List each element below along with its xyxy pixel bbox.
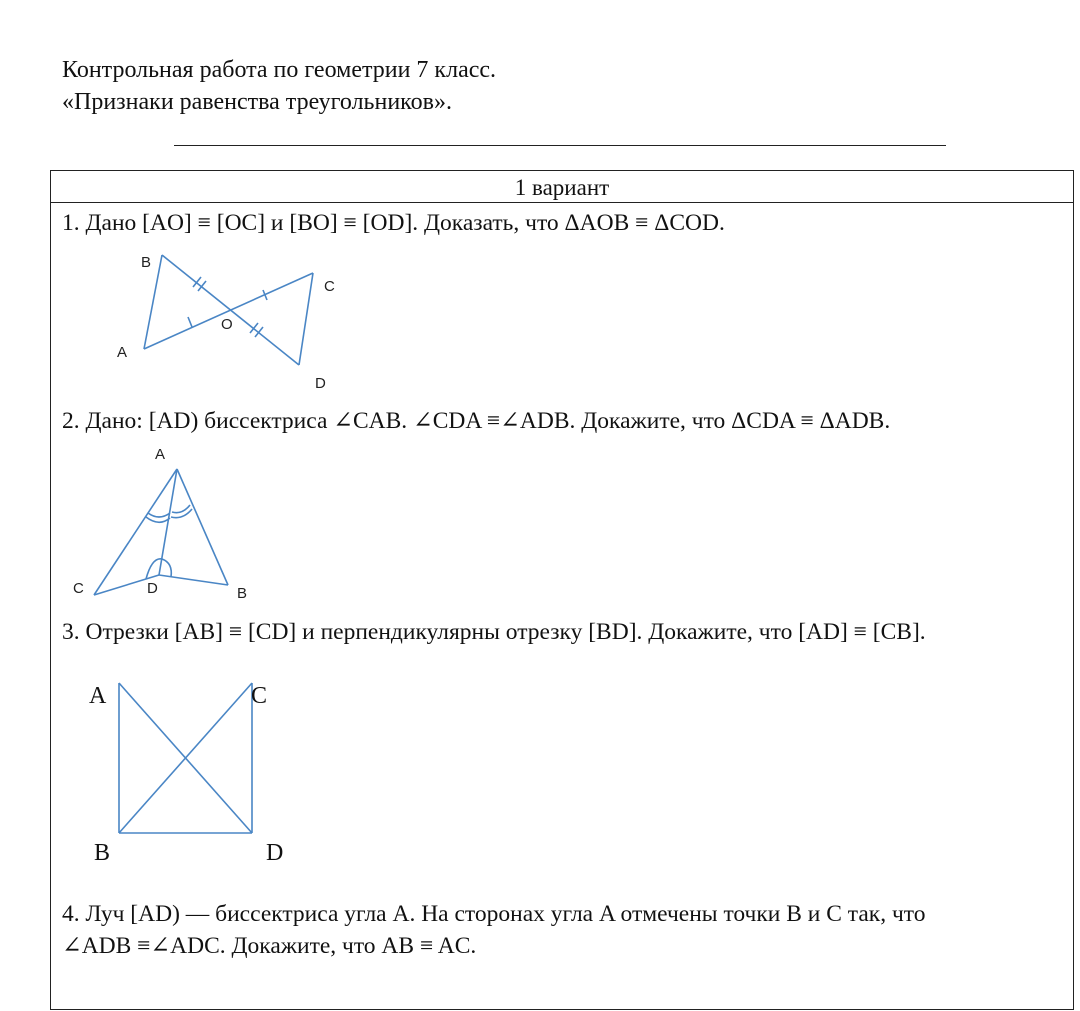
point-c-label-3: C [251,683,268,709]
task-3-text: 3. Отрезки [AB] ≡ [CD] и перпендикулярны отрезку [BD]. Докажите, что [AD] ≡ [CB]. [62,619,926,645]
point-a-label-2: A [155,446,166,463]
point-a-label-3: A [89,683,107,709]
point-d-label: D [315,375,326,392]
test-title: Контрольная работа по геометрии 7 класс. [62,57,497,83]
point-d-label-2: D [147,580,158,597]
point-c-label: C [324,278,335,295]
point-b-label-3: B [94,840,111,866]
point-c-label-2: C [73,580,84,597]
tasks-table [50,170,1074,1010]
task-4-text-line1: 4. Луч [AD) — биссектриса угла A. На сторонах угла A отмечены точки B и C так, что [62,901,926,927]
test-topic: «Признаки равенства треугольников». [62,89,452,115]
name-underline [174,145,946,146]
point-a-label: A [117,344,128,361]
variant-header: 1 вариант [51,171,1073,203]
task-2-text: 2. Дано: [AD) биссектриса ∠CAB. ∠CDA ≡∠ADB. Докажите, что ΔCDA ≡ ΔADB. [62,408,891,434]
task-4-text-line2: ∠ADB ≡∠ADC. Докажите, что AB ≡ AC. [62,933,477,959]
point-d-label-3: D [266,840,284,866]
task-1-text: 1. Дано [AO] ≡ [OC] и [BO] ≡ [OD]. Доказать, что ΔAOB ≡ ΔCOD. [62,210,725,236]
point-b-label-2: B [237,585,248,602]
point-b-label: B [141,254,152,271]
point-o-label: O [221,316,233,333]
task-3-figure [51,171,1075,1011]
